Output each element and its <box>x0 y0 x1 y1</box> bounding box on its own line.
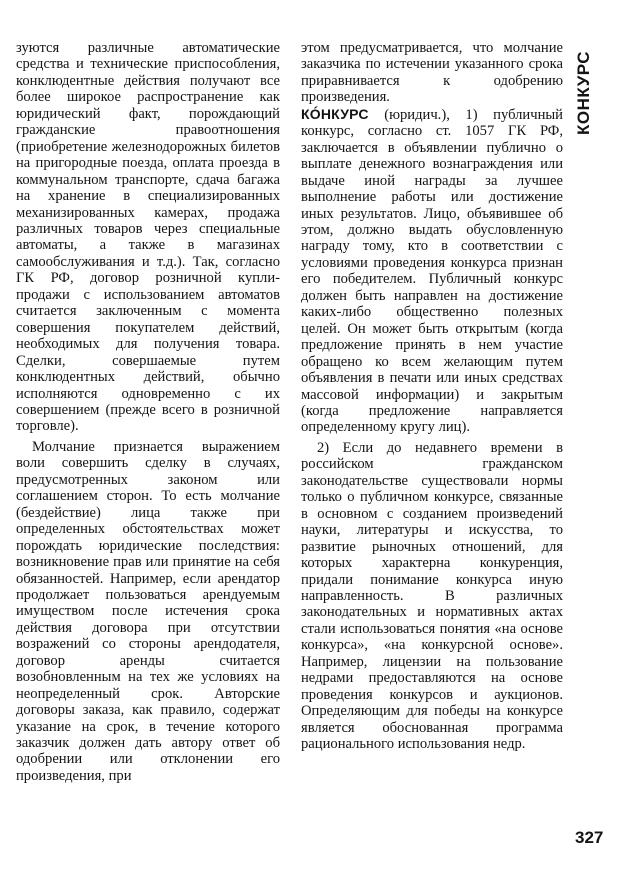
page-number: 327 <box>575 828 604 847</box>
entry-text: (юридич.), 1) публичный конкурс, согласно ст. 1057 ГК РФ, заключается в объявлении публично о выплате денежного вознаграждения или выдаче иной награды за лучшее выполнение работы или достижение иных результатов. Лицо, объявившее об этом, должно выдать обусловленную награду тому, кто в соответствии с условиями проведения конкурса признан его победителем. Публичный конкурс должен быть направлен на достижение каких-либо общественно полезных целей. Он может быть открытым (когда предложение принять в нем участие обращено ко всем желающим путем объявления в печати или иных средствах массовой информации) и закрытым (когда предложение направляется определенному кругу лиц). <box>301 106 563 436</box>
running-head-text: КОНКУРС <box>574 51 594 135</box>
right-paragraph-1: этом предусматривается, что молчание заказчика по истечении указанного срока приравнивается к одобрению произведения. <box>301 40 563 106</box>
left-paragraph-2: Молчание признается выражением воли совершить сделку в случаях, предусмотренных законом или соглашением сторон. То есть молчание (бездействие) лица также при определенных обстоятельствах может порождать юридические последствия: возникновение прав или принятие на себя обязанностей. Например, если арендатор продолжает пользоваться арендуемым имуществом после истечения срока действия договора при отсутствии возражений со стороны арендодателя, договор аренды считается возобновленным на тех же условиях на неопределенный срок. Авторские договоры заказа, как правило, содержат указание на срок, в течение которого заказчик должен дать автору ответ об одобрении или отклонении его произведения, при <box>16 438 280 784</box>
left-column <box>16 40 280 784</box>
dictionary-entry <box>301 106 563 436</box>
left-paragraph-1: зуются различные автоматические средства и технические приспособления, конклюдентные действия получают все более широкое распространение как юридический факт, порождающий гражданские правоотношения (приобретение железнодорожных билетов на пригородные поезда, оплата проезда в коммунальном транспорте, сдача багажа на хранение в специализированных механизированных камерах, продажа различных товаров через специальные автоматы, а также в магазинах самообслуживания и т.д.). Так, согласно ГК РФ, договор розничной купли-продажи с использованием автоматов считается заключенным с момента совершения покупателем действий, необходимых для получения товара. Сделки, совершаемые путем конклюдентных действий, обычно исполняются одновременно с их совершением (прежде всего в розничной торговле). <box>16 40 280 435</box>
right-column <box>301 40 563 752</box>
right-paragraph-3: 2) Если до недавнего времени в российском гражданском законодательстве существовали нормы только о публичном конкурсе, связанные в основном с созданием произведений науки, литературы и искусства, то развитие рыночных отношений, для которых характерна конкуренция, придали понимание конкурса иную направленность. В различных законодательных и нормативных актах стали использоваться понятия «на основе конкурса», «на конкурсной основе». Например, лицензии на пользование недрами предоставляются на основе проведения конкурсов и аукционов. Определяющим для победы на конкурсе является обоснованная программа рационального использования недр. <box>301 439 563 753</box>
running-head <box>570 38 598 148</box>
entry-headword: КÓНКУРС <box>301 105 369 122</box>
